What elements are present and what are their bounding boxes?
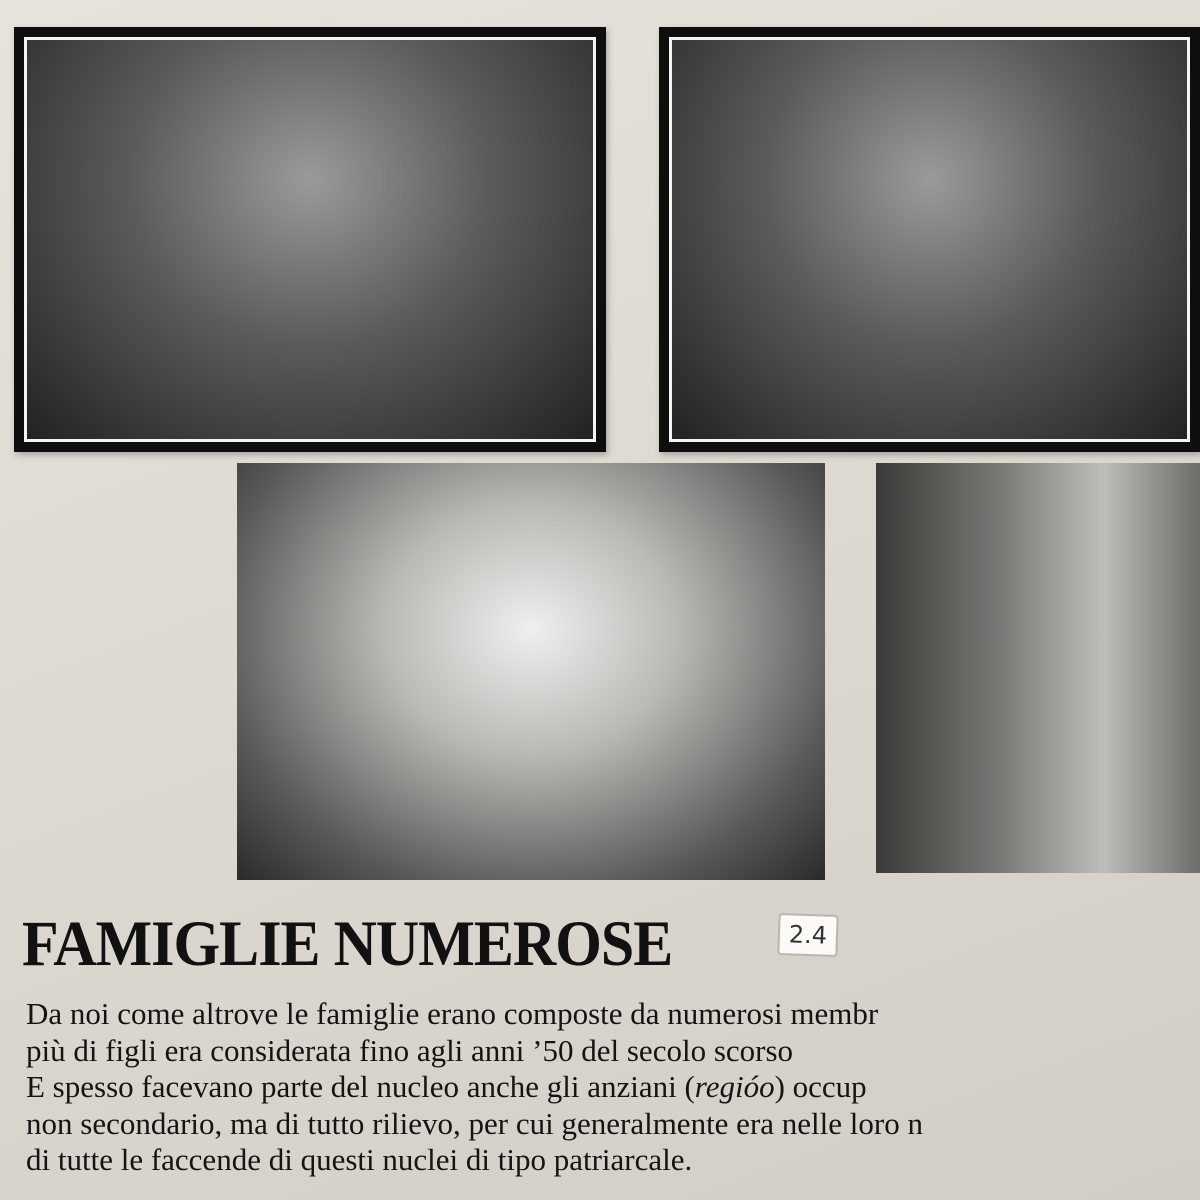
body-text: [26, 996, 1200, 1200]
body-line: E spesso facevano parte del nucleo anche gli anziani (regióo) occup: [26, 1069, 867, 1104]
body-line: di tutte le faccende di questi nuclei di tipo patriarcale.: [26, 1142, 693, 1177]
panel-number-tag: 2.4: [777, 913, 838, 957]
family-photo-4: [876, 463, 1200, 873]
dialect-term: regióo: [694, 1069, 775, 1104]
body-line: non secondario, ma di tutto rilievo, per cui generalmente era nelle loro n: [26, 1105, 923, 1141]
family-photo-3: [237, 463, 825, 880]
body-line: più di figli era considerata fino agli anni ’50 del secolo scorso: [26, 1032, 794, 1068]
body-line: Da noi come altrove le famiglie erano composte da numerosi membr: [26, 996, 879, 1031]
panel-title: FAMIGLIE NUMEROSE: [22, 907, 673, 979]
family-photo-1: [14, 27, 606, 452]
family-photo-2: [659, 27, 1200, 452]
